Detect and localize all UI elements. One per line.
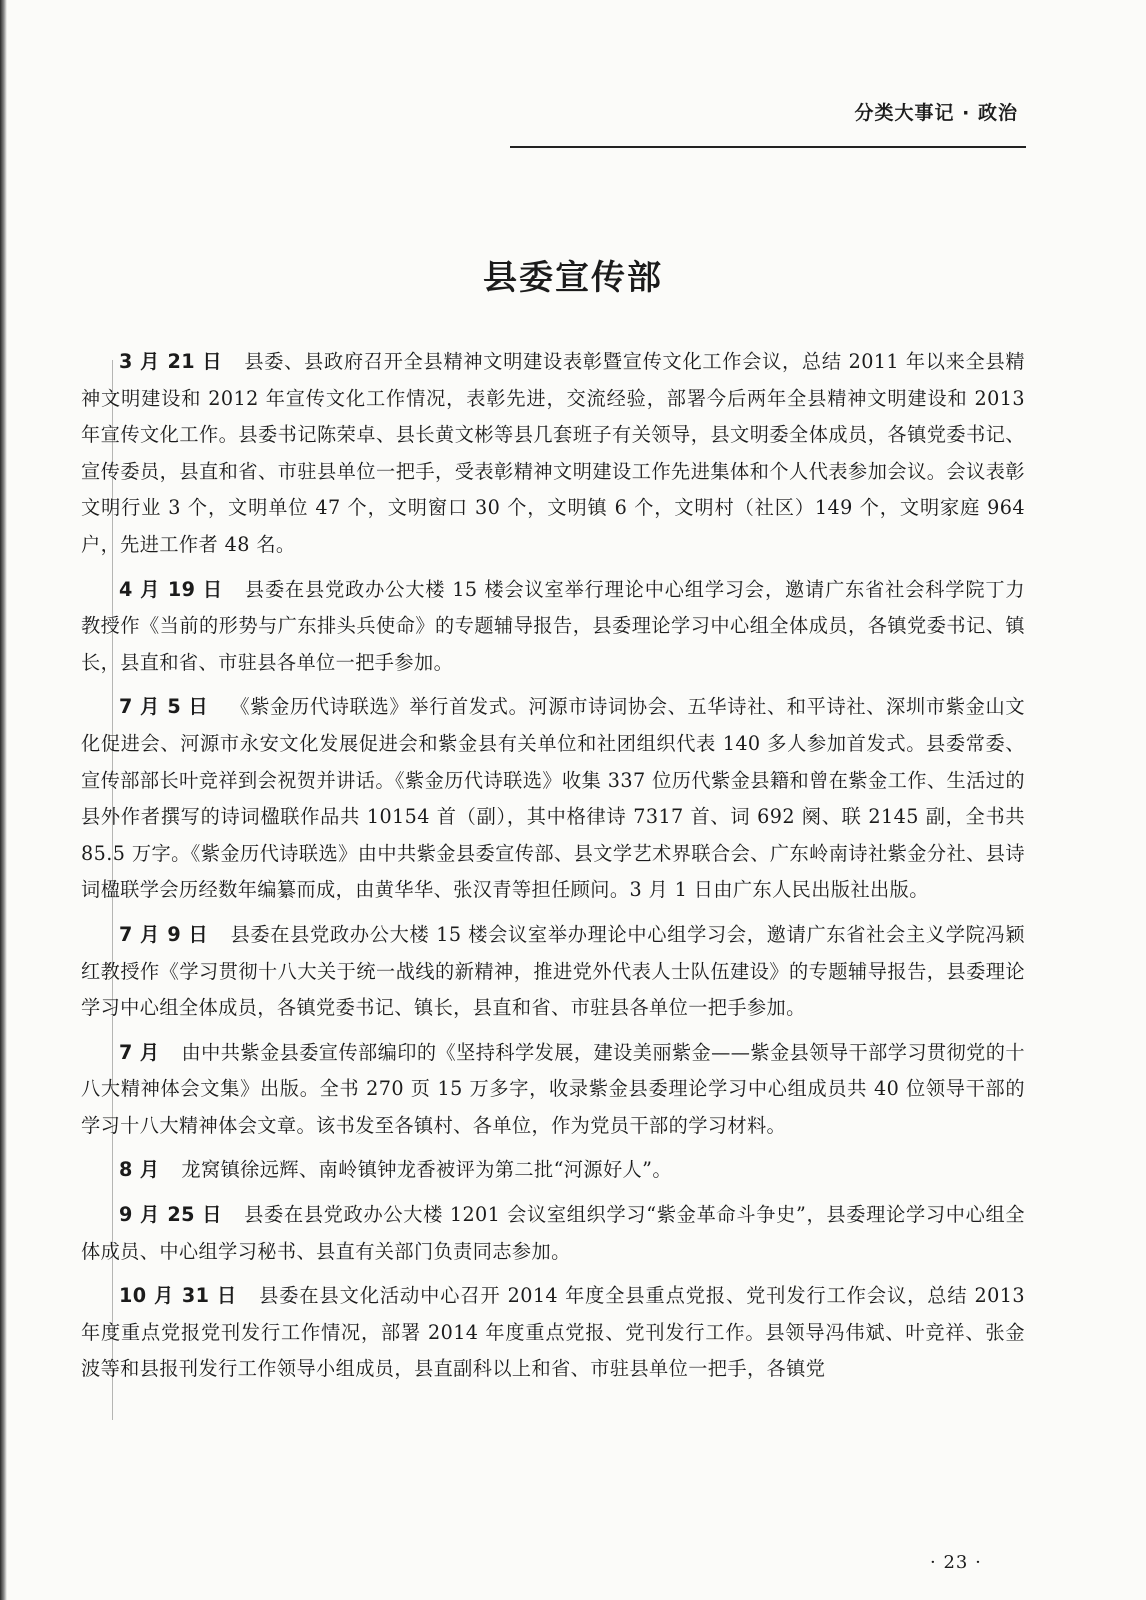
entry-text: 由中共紫金县委宣传部编印的《坚持科学发展，建设美丽紫金——紫金县领导干部学习贯彻党的十八大精神体会文集》出版。全书 270 页 15 万多字，收录紫金县委理论学习中心组成员共 40 位领导干部的学习十八大精神体会文章。该书发至各镇村、各单位，作为党员干部的学习材料。 <box>81 1040 1025 1137</box>
entry-text: 县委在县党政办公大楼 15 楼会议室举办理论中心组学习会，邀请广东省社会主义学院冯颖红教授作《学习贯彻十八大关于统一战线的新精神，推进党外代表人士队伍建设》的专题辅导报告，县委理论学习中心组全体成员，各镇党委书记、镇长，县直和省、市驻县各单位一把手参加。 <box>81 922 1025 1020</box>
entry-08 <box>81 1152 1025 1189</box>
entry-text: 县委、县政府召开全县精神文明建设表彰暨宣传文化工作会议，总结 2011 年以来全县精神文明建设和 2012 年宣传文化工作情况，表彰先进，交流经验，部署今后两年全县精神文明建设和 2013 年宣传文化工作。县委书记陈荣卓、县长黄文彬等县几套班子有关领导，县文明委全体成员，各镇党委书记、宣传委员，县直和省、市驻县单位一把手，受表彰精神文明建设工作先进集体和个人代表参加会议。会议表彰文明行业 3 个，文明单位 47 个，文明窗口 30 个，文明镇 6 个，文明村（社区）149 个，文明家庭 964 户，先进工作者 48 名。 <box>81 350 1026 556</box>
entries-body <box>81 344 1025 1396</box>
entry-text: 县委在县党政办公大楼 1201 会议室组织学习“紫金革命斗争史”，县委理论学习中心组全体成员、中心组学习秘书、县直有关部门负责同志参加。 <box>81 1203 1025 1263</box>
entry-date: 8 月 <box>119 1158 160 1182</box>
entry-text: 龙窝镇徐远辉、南岭镇钟龙香被评为第二批“河源好人”。 <box>181 1158 672 1182</box>
entry-1031 <box>81 1278 1025 1388</box>
scan-edge-shadow <box>0 0 7 1600</box>
entry-0321 <box>81 344 1025 564</box>
entry-date: 7 月 5 日 <box>119 695 209 719</box>
header-rule <box>510 146 1026 148</box>
entry-text: 县委在县文化活动中心召开 2014 年度全县重点党报、党刊发行工作会议，总结 2013 年度重点党报党刊发行工作情况，部署 2014 年度重点党报、党刊发行工作。县领导冯伟斌、叶竞祥、张金波等和县报刊发行工作领导小组成员，县直副科以上和省、市驻县单位一把手，各镇党 <box>81 1284 1025 1381</box>
entry-text: 《紫金历代诗联选》举行首发式。河源市诗词协会、五华诗社、和平诗社、深圳市紫金山文化促进会、河源市永安文化发展促进会和紫金县有关单位和社团组织代表 140 多人参加首发式。县委常委、宣传部部长叶竞祥到会祝贺并讲话。《紫金历代诗联选》收集 337 位历代紫金县籍和曾在紫金工作、生活过的县外作者撰写的诗词楹联作品共 10154 首（副），其中格律诗 7317 首、词 692 阕、联 2145 副，全书共 85.5 万字。《紫金历代诗联选》由中共紫金县委宣传部、县文学艺术界联合会、广东岭南诗社紫金分社、县诗词楹联学会历经数年编纂而成，由黄华华、张汉青等担任顾问。3 月 1 日由广东人民出版社出版。 <box>81 695 1026 902</box>
running-head: 分类大事记 · 政治 <box>854 102 1018 124</box>
entry-date: 9 月 25 日 <box>119 1203 223 1227</box>
section-title: 县委宣传部 <box>483 258 663 298</box>
entry-0925 <box>81 1197 1025 1270</box>
entry-0419 <box>81 572 1025 682</box>
entry-0705 <box>81 689 1025 909</box>
entry-0709 <box>81 917 1025 1027</box>
entry-date: 7 月 <box>119 1040 160 1064</box>
entry-date: 4 月 19 日 <box>119 577 223 601</box>
entry-text: 县委在县党政办公大楼 15 楼会议室举行理论中心组学习会，邀请广东省社会科学院丁力教授作《当前的形势与广东排头兵使命》的专题辅导报告，县委理论学习中心组全体成员，各镇党委书记、镇长，县直和省、市驻县各单位一把手参加。 <box>81 577 1025 674</box>
page-number: · 23 · <box>930 1552 982 1573</box>
entry-date: 3 月 21 日 <box>119 350 223 373</box>
entry-date: 7 月 9 日 <box>119 922 209 946</box>
entry-date: 10 月 31 日 <box>119 1284 238 1308</box>
entry-07 <box>81 1035 1025 1145</box>
